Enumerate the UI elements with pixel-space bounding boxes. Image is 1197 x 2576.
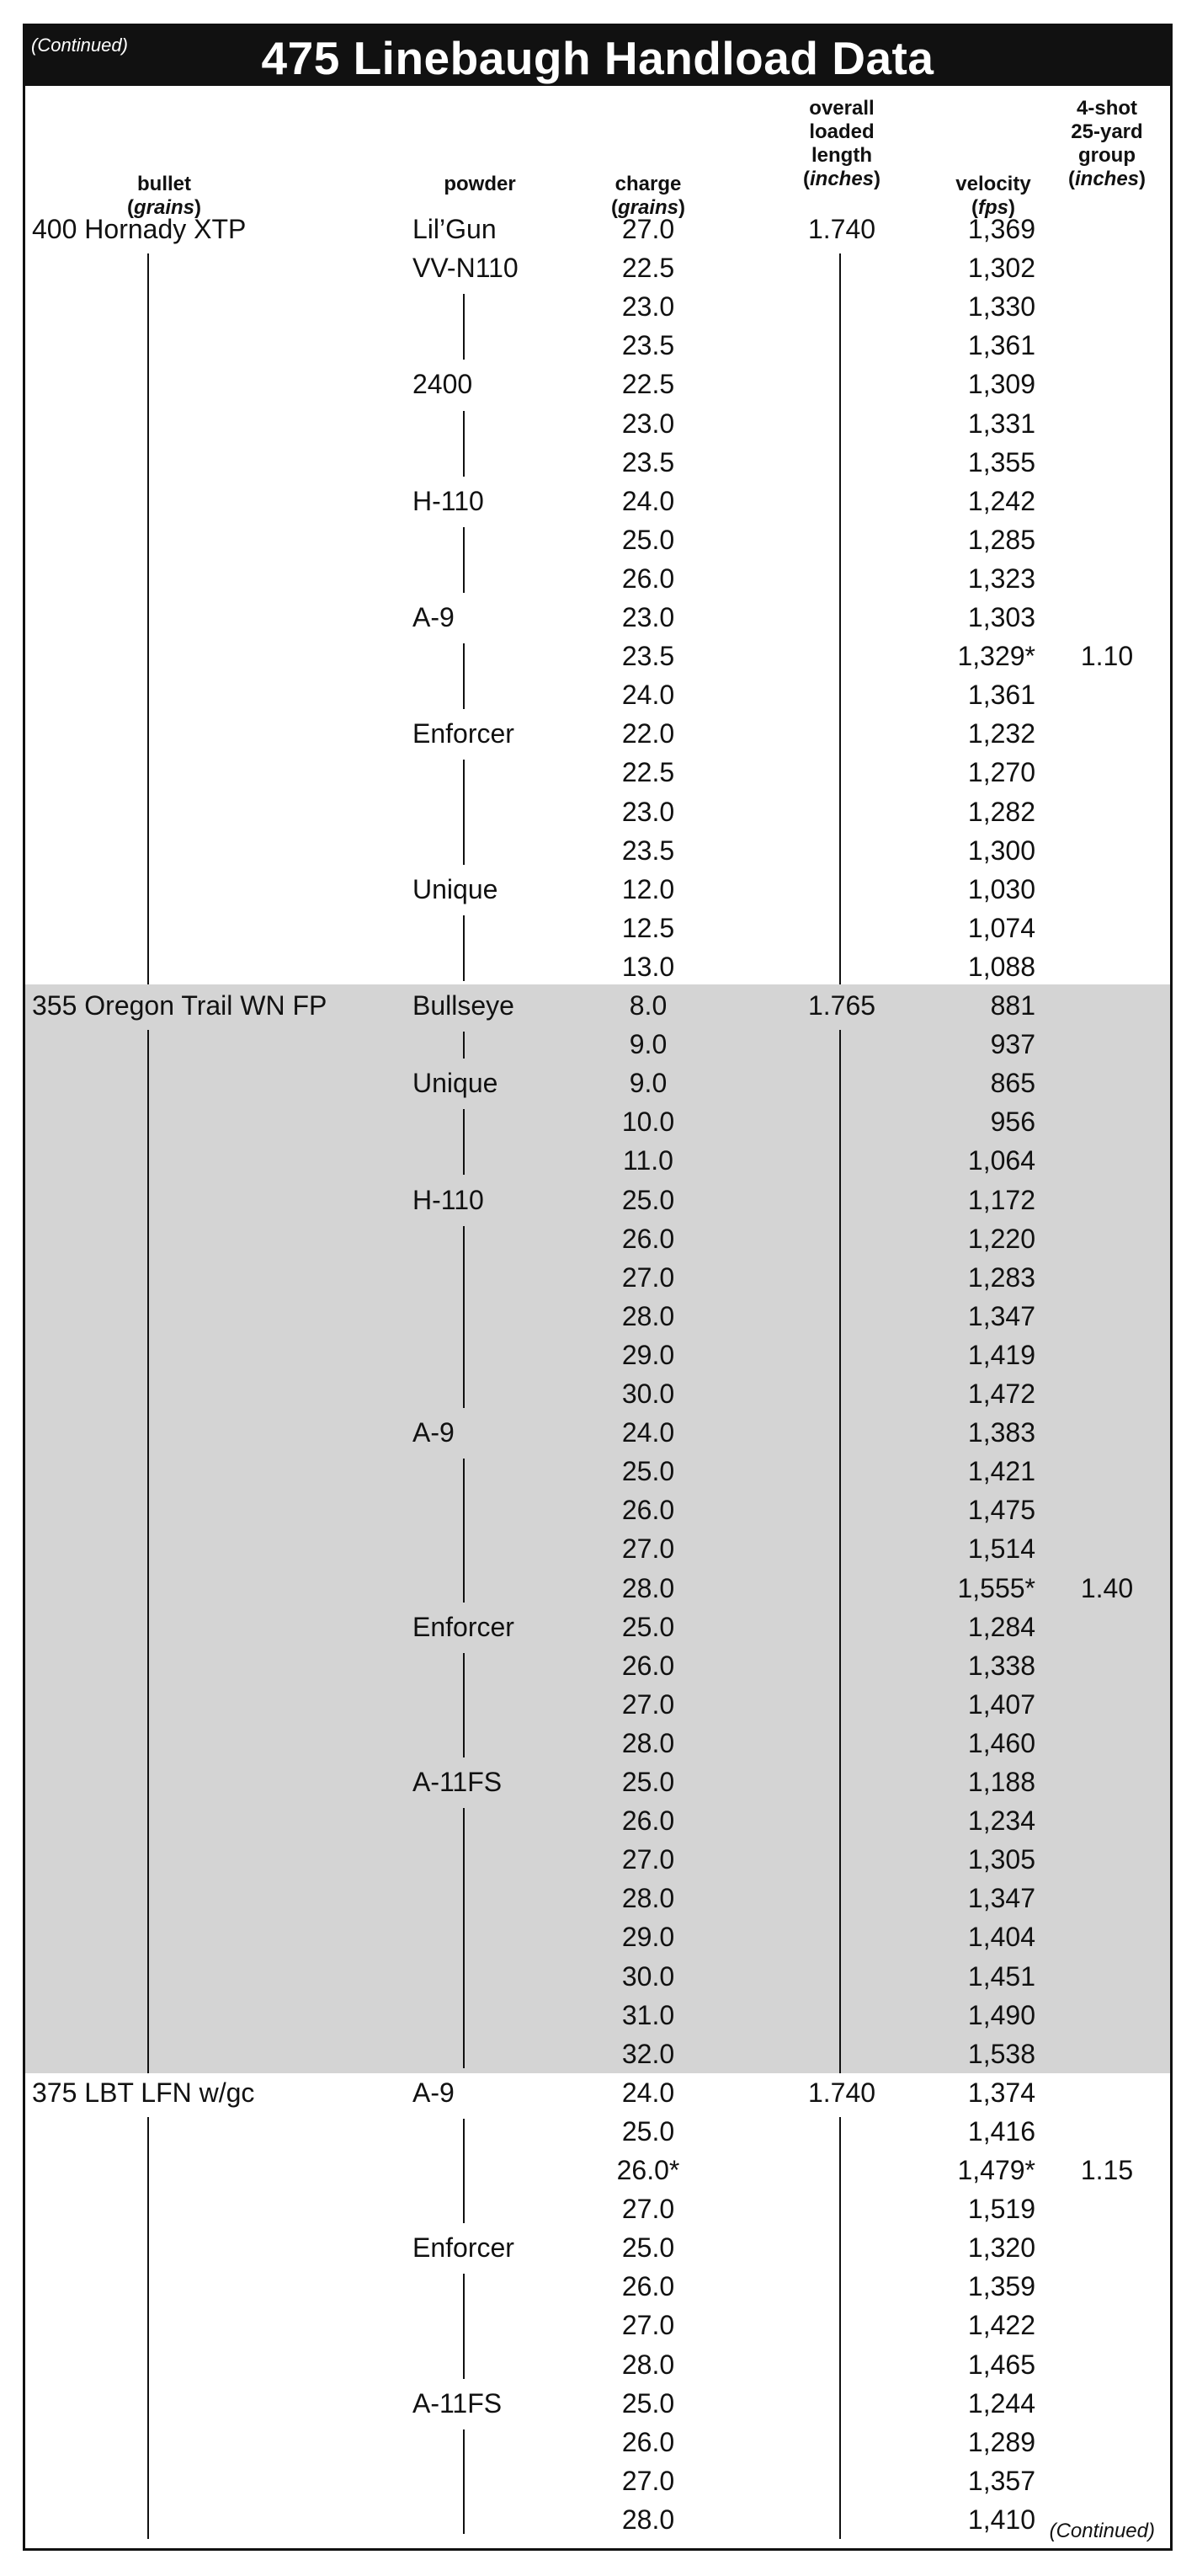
velocity-value: 1,300: [967, 835, 1035, 866]
velocity-value: 1,369: [967, 214, 1035, 244]
velocity-value: 1,285: [967, 524, 1035, 555]
charge-value: 10.0: [621, 1107, 675, 1138]
charge-value: 23.0: [621, 408, 675, 439]
powder-continuation-line: [463, 1653, 465, 1757]
bullet-name: 355 Oregon Trail WN FP: [32, 990, 327, 1021]
header-charge: charge (grains): [610, 173, 686, 219]
velocity-value: 1,359: [967, 2271, 1035, 2302]
charge-value: 25.0: [621, 2232, 675, 2264]
charge-value: 32.0: [621, 2038, 675, 2069]
charge-value: 24.0: [621, 680, 675, 711]
bullet-continuation-line: [147, 1030, 149, 2073]
charge-value: 26.0: [621, 2426, 675, 2457]
oal-continuation-line: [839, 253, 841, 986]
bullet-name: 400 Hornady XTP: [32, 214, 247, 244]
velocity-value: 1,220: [967, 1223, 1035, 1254]
powder-name: H-110: [412, 1184, 484, 1215]
powder-continuation-line: [463, 2429, 465, 2534]
velocity-value: 1,421: [967, 1456, 1035, 1487]
charge-value: 23.5: [621, 330, 675, 361]
charge-value: 24.0: [621, 485, 675, 516]
oal-continuation-line: [839, 1030, 841, 2073]
charge-value: 25.0: [621, 1611, 675, 1642]
velocity-value: 1,242: [967, 485, 1035, 516]
velocity-value: 1,410: [967, 2504, 1035, 2535]
header-powder: powder: [444, 173, 516, 195]
powder-continuation-line: [463, 527, 465, 593]
charge-value: 8.0: [629, 990, 668, 1021]
velocity-value: 1,329*: [957, 641, 1035, 672]
velocity-value: 1,347: [967, 1300, 1035, 1331]
velocity-value: 1,188: [967, 1767, 1035, 1797]
header-velocity: velocity (fps): [955, 173, 1031, 219]
velocity-value: 1,361: [967, 680, 1035, 711]
powder-continuation-line: [463, 2274, 465, 2378]
velocity-value: 1,331: [967, 408, 1035, 439]
powder-continuation-line: [463, 1808, 465, 2068]
charge-value: 23.5: [621, 835, 675, 866]
charge-value: 25.0: [621, 2115, 675, 2147]
charge-value: 25.0: [621, 524, 675, 555]
charge-value: 24.0: [621, 2077, 675, 2108]
charge-value: 27.0: [621, 1261, 675, 1293]
charge-value: 25.0: [621, 1767, 675, 1797]
velocity-value: 1,289: [967, 2426, 1035, 2457]
title-bar: [25, 26, 1170, 86]
powder-name: A-11FS: [412, 2387, 503, 2419]
charge-value: 23.5: [621, 446, 675, 477]
velocity-value: 1,475: [967, 1495, 1035, 1526]
velocity-value: 1,305: [967, 1844, 1035, 1875]
charge-value: 29.0: [621, 1339, 675, 1370]
charge-value: 12.5: [621, 912, 675, 943]
velocity-value: 1,030: [967, 873, 1035, 904]
charge-value: 27.0: [621, 2194, 675, 2225]
velocity-value: 1,302: [967, 253, 1035, 284]
charge-value: 26.0: [621, 2271, 675, 2302]
powder-continuation-line: [463, 294, 465, 360]
velocity-value: 1,422: [967, 2310, 1035, 2341]
charge-value: 25.0: [621, 1184, 675, 1215]
powder-continuation-line: [463, 1226, 465, 1409]
powder-name: Unique: [412, 873, 498, 904]
powder-name: H-110: [412, 485, 484, 516]
powder-continuation-line: [463, 1459, 465, 1602]
charge-value: 28.0: [621, 1572, 675, 1603]
charge-value: 25.0: [621, 1456, 675, 1487]
charge-value: 29.0: [621, 1922, 675, 1953]
velocity-value: 1,338: [967, 1650, 1035, 1681]
powder-continuation-line: [463, 2119, 465, 2223]
charge-value: 23.0: [621, 796, 675, 827]
handload-table: [23, 24, 1173, 2551]
velocity-value: 1,404: [967, 1922, 1035, 1953]
charge-value: 12.0: [621, 873, 675, 904]
charge-value: 26.0: [621, 1650, 675, 1681]
charge-value: 23.0: [621, 602, 675, 632]
powder-continuation-line: [463, 411, 465, 477]
charge-value: 27.0: [621, 2310, 675, 2341]
velocity-value: 1,407: [967, 1688, 1035, 1720]
charge-value: 26.0: [621, 1223, 675, 1254]
charge-value: 11.0: [623, 1145, 673, 1176]
velocity-value: 1,323: [967, 563, 1035, 594]
charge-value: 22.5: [621, 369, 675, 400]
velocity-value: 1,074: [967, 912, 1035, 943]
header-group: 4-shot 25-yard group (inches): [1067, 97, 1146, 190]
charge-value: 28.0: [621, 1883, 675, 1914]
group-value: 1.40: [1080, 1572, 1134, 1603]
velocity-value: 1,284: [967, 1611, 1035, 1642]
velocity-value: 865: [990, 1068, 1035, 1099]
header-bullet: bullet (grains): [126, 173, 202, 219]
velocity-value: 1,490: [967, 1999, 1035, 2030]
velocity-value: 1,555*: [957, 1572, 1035, 1603]
velocity-value: 1,419: [967, 1339, 1035, 1370]
velocity-value: 1,270: [967, 757, 1035, 788]
charge-value: 23.5: [621, 641, 675, 672]
oal-value: 1.740: [807, 214, 876, 244]
charge-value: 28.0: [621, 2349, 675, 2380]
charge-value: 26.0: [621, 563, 675, 594]
oal-value: 1.765: [807, 990, 876, 1021]
powder-name: Lil’Gun: [412, 214, 497, 244]
velocity-value: 1,361: [967, 330, 1035, 361]
oal-value: 1.740: [807, 2077, 876, 2108]
header-oal: overall loaded length (inches): [802, 97, 881, 190]
page-title: 475 Linebaugh Handload Data: [261, 32, 934, 84]
charge-value: 22.5: [621, 253, 675, 284]
velocity-value: 1,465: [967, 2349, 1035, 2380]
velocity-value: 1,234: [967, 1805, 1035, 1837]
velocity-value: 1,232: [967, 718, 1035, 749]
charge-value: 30.0: [621, 1960, 675, 1992]
oal-continuation-line: [839, 2117, 841, 2539]
group-value: 1.15: [1080, 2155, 1134, 2185]
velocity-value: 1,309: [967, 369, 1035, 400]
charge-value: 26.0*: [616, 2155, 680, 2185]
powder-name: A-9: [412, 602, 455, 632]
powder-name: Enforcer: [412, 1611, 514, 1642]
velocity-value: 881: [990, 990, 1035, 1021]
charge-value: 31.0: [621, 1999, 675, 2030]
charge-value: 26.0: [621, 1805, 675, 1837]
powder-name: 2400: [412, 369, 473, 400]
powder-name: Bullseye: [412, 990, 514, 1021]
velocity-value: 1,451: [967, 1960, 1035, 1992]
powder-name: A-9: [412, 2077, 455, 2108]
charge-value: 25.0: [621, 2387, 675, 2419]
charge-value: 30.0: [621, 1379, 675, 1409]
powder-name: A-9: [412, 1417, 455, 1448]
velocity-value: 1,283: [967, 1261, 1035, 1293]
charge-value: 27.0: [621, 214, 675, 244]
charge-value: 13.0: [621, 951, 675, 982]
charge-value: 27.0: [621, 1688, 675, 1720]
charge-value: 28.0: [621, 1727, 675, 1758]
group-value: 1.10: [1080, 641, 1134, 672]
powder-continuation-line: [463, 1032, 465, 1059]
velocity-value: 1,514: [967, 1533, 1035, 1565]
velocity-value: 1,472: [967, 1379, 1035, 1409]
velocity-value: 1,538: [967, 2038, 1035, 2069]
velocity-value: 1,460: [967, 1727, 1035, 1758]
powder-name: Enforcer: [412, 718, 514, 749]
velocity-value: 1,347: [967, 1883, 1035, 1914]
powder-name: A-11FS: [412, 1767, 503, 1797]
charge-value: 9.0: [629, 1029, 668, 1060]
charge-value: 22.0: [621, 718, 675, 749]
velocity-value: 956: [990, 1107, 1035, 1138]
powder-name: Unique: [412, 1068, 498, 1099]
velocity-value: 1,330: [967, 291, 1035, 323]
velocity-value: 1,282: [967, 796, 1035, 827]
velocity-value: 1,088: [967, 951, 1035, 982]
velocity-value: 937: [990, 1029, 1035, 1060]
velocity-value: 1,303: [967, 602, 1035, 632]
bullet-continuation-line: [147, 253, 149, 986]
charge-value: 27.0: [621, 2465, 675, 2496]
velocity-value: 1,244: [967, 2387, 1035, 2419]
charge-value: 23.0: [621, 291, 675, 323]
charge-value: 28.0: [621, 1300, 675, 1331]
charge-value: 27.0: [621, 1844, 675, 1875]
charge-value: 27.0: [621, 1533, 675, 1565]
velocity-value: 1,355: [967, 446, 1035, 477]
charge-value: 28.0: [621, 2504, 675, 2535]
velocity-value: 1,383: [967, 1417, 1035, 1448]
continued-label-bottom: (Continued): [1049, 2520, 1155, 2542]
charge-value: 24.0: [621, 1417, 675, 1448]
velocity-value: 1,357: [967, 2465, 1035, 2496]
charge-value: 26.0: [621, 1495, 675, 1526]
velocity-value: 1,064: [967, 1145, 1035, 1176]
velocity-value: 1,416: [967, 2115, 1035, 2147]
continued-label-top: (Continued): [31, 35, 128, 56]
bullet-continuation-line: [147, 2117, 149, 2539]
powder-continuation-line: [463, 643, 465, 709]
velocity-value: 1,374: [967, 2077, 1035, 2108]
charge-value: 9.0: [629, 1068, 668, 1099]
velocity-value: 1,172: [967, 1184, 1035, 1215]
powder-continuation-line: [463, 915, 465, 981]
powder-continuation-line: [463, 1109, 465, 1175]
velocity-value: 1,320: [967, 2232, 1035, 2264]
bullet-name: 375 LBT LFN w/gc: [32, 2077, 255, 2108]
velocity-value: 1,479*: [957, 2155, 1035, 2185]
powder-continuation-line: [463, 760, 465, 864]
powder-name: Enforcer: [412, 2232, 514, 2264]
velocity-value: 1,519: [967, 2194, 1035, 2225]
powder-name: VV-N110: [412, 253, 519, 284]
charge-value: 22.5: [621, 757, 675, 788]
